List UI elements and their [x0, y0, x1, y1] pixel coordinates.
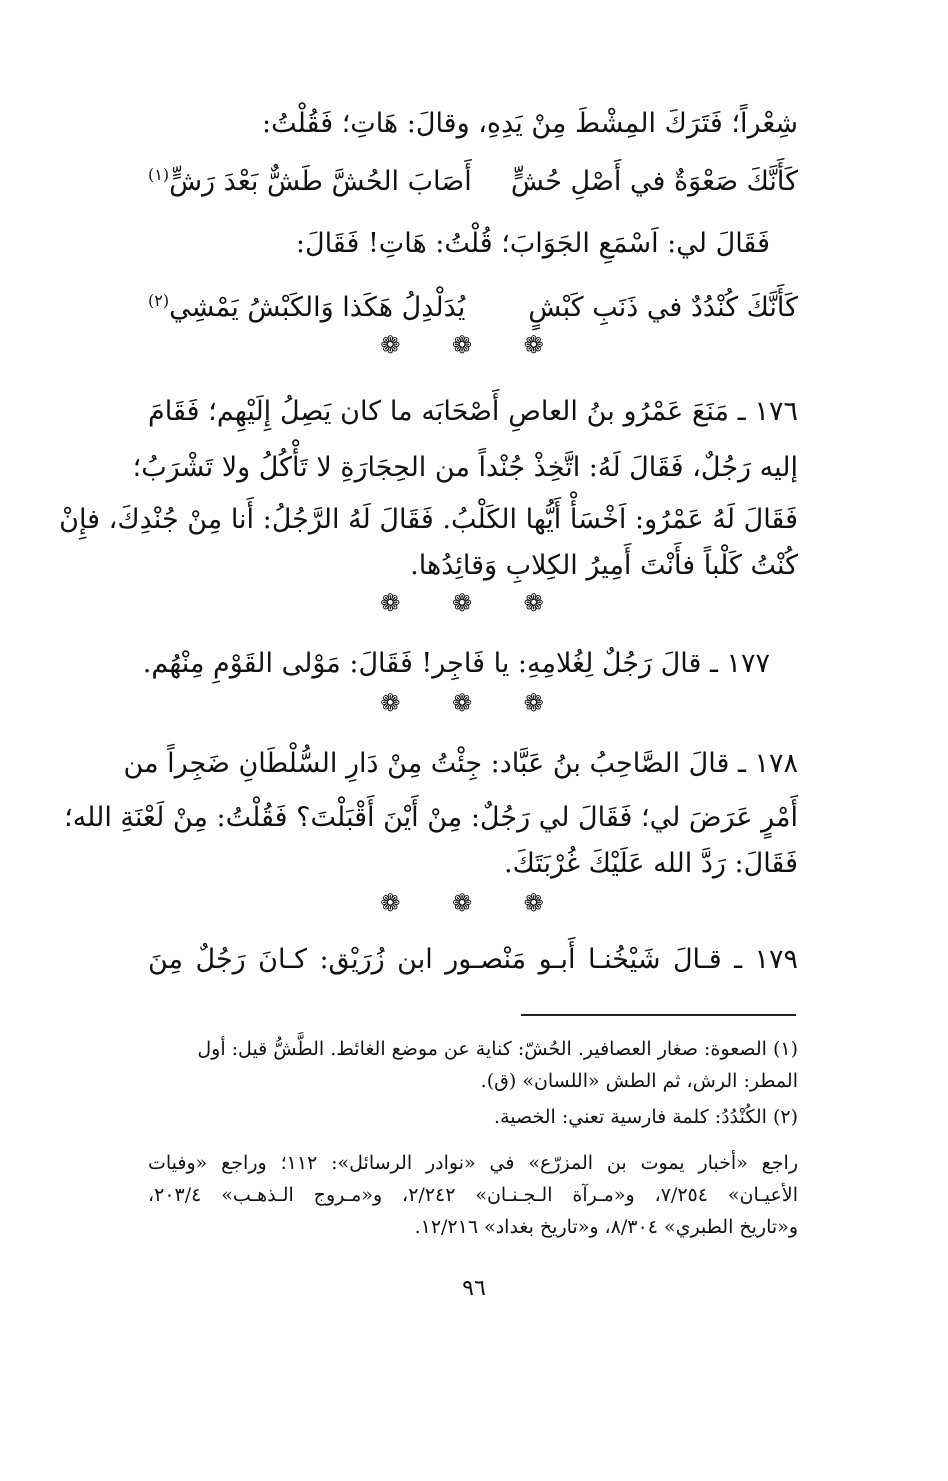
footnote-2-line-1: (٢) الكُنْدُدُ: كلمة فارسية تعني: الخصية.: [494, 1106, 798, 1128]
entry-176-line-2: إليه رَجُلٌ، فَقَالَ لَهُ: اتَّخِذْ جُنْداً من الحِجَارَةِ لا تَأْكُلُ ولا تَشْرَبُ؛: [132, 452, 798, 483]
footnote-1-line-2: المطر: الرش، ثم الطش «اللسان» (ق).: [480, 1070, 798, 1092]
verse-1-second-hemistich: [148, 160, 472, 204]
separator-ornament: ❁ ❁ ❁: [380, 889, 566, 917]
opening-line: شِعْراً؛ فَتَرَكَ المِشْطَ مِنْ يَدِهِ، وقالَ: هَاتِ؛ فَقُلْتُ:: [262, 108, 798, 139]
verse-2-footnote-ref: (٢): [148, 291, 170, 310]
entry-178-line-2: أَمْرٍ عَرَضَ لي؛ فَقَالَ لي رَجُلٌ: مِنْ أَيْنَ أَقْبَلْتَ؟ فَقُلْتُ: مِنْ لَعْنَةِ الله؛: [64, 802, 798, 833]
references-line-1: راجع «أخبار يموت بن المزرّع» في «نوادر الرسائل»: ١١٢؛ وراجع «وفيات: [148, 1152, 798, 1174]
page-number: ٩٦: [462, 1276, 486, 1301]
entry-177-line-1: ١٧٧ ـ قالَ رَجُلٌ لِغُلامِهِ: يا فَاجِر! فَقَالَ: مَوْلى القَوْمِ مِنْهُم.: [142, 648, 770, 679]
entry-176-line-3: فَقَالَ لَهُ عَمْرُو: اَخْسَأْ أَيُّها الكَلْبُ. فَقَالَ لَهُ الرَّجُلُ: أَنا مِنْ جُنْدِكَ، فإِنْ: [59, 504, 798, 535]
middle-line: فَقَالَ لي: اَسْمَعِ الجَوَابَ؛ قُلْتُ: هَاتِ! فَقَالَ:: [295, 228, 770, 259]
footnote-1-line-1: (١) الصعوة: صغار العصافير. الحُشّ: كناية عن موضع الغائط. الطَّشُّ قيل: أول: [197, 1038, 798, 1060]
entry-176-line-1: ١٧٦ ـ مَنَعَ عَمْرُو بنُ العاصِ أَصْحَابَه ما كان يَصِلُ إِلَيْهِم؛ فَقَامَ: [148, 396, 798, 427]
verse-2-second-hemistich: [148, 286, 465, 330]
verse-2: [148, 286, 798, 330]
separator-ornament: ❁ ❁ ❁: [380, 589, 566, 617]
verse-1: [148, 160, 798, 204]
entry-176-line-4: كُنْتُ كَلْباً فأَنْتَ أَمِيرُ الكِلابِ وَقائِدُها.: [410, 550, 798, 581]
footnote-divider: [521, 1014, 796, 1016]
references-line-3: و«تاريخ الطبري» ٨/٣٠٤، و«تاريخ بغداد» ١٢/٢١٦.: [414, 1216, 798, 1238]
references-line-2: الأعيـان» ٧/٢٥٤، و«مـرآة الـجـنـان» ٢/٢٤٢، و«مـروج الـذهـب» ٢٠٣/٤،: [148, 1184, 798, 1206]
entry-178-line-3: فَقَالَ: رَدَّ الله عَلَيْكَ غُرْبَتَكَ.: [503, 848, 798, 879]
entry-178-line-1: ١٧٨ ـ قالَ الصَّاحِبُ بنُ عَبَّاد: جِئْتُ مِنْ دَارِ السُّلْطَانِ ضَجِراً من: [123, 748, 798, 779]
separator-ornament: ❁ ❁ ❁: [380, 331, 566, 359]
verse-2-second-hemistich-text: يُدَلْدِلُ هَكَذا وَالكَبْشُ يَمْشِي: [169, 292, 466, 323]
entry-179-line-1: ١٧٩ ـ قـالَ شَيْخُنـا أَبـو مَنْصـور ابن زُرَيْق: كـانَ رَجُلٌ مِنَ: [148, 944, 798, 975]
verse-1-first-hemistich: كَأَنَّكَ صَعْوَةٌ في أَصْلِ حُشٍّ: [510, 166, 798, 197]
verse-1-second-hemistich-text: أَصَابَ الحُشَّ طَشٌّ بَعْدَ رَشٍّ: [169, 166, 472, 197]
verse-2-first-hemistich: كَأَنَّكَ كُنْدُدٌ في ذَنَبِ كَبْشٍ: [528, 292, 798, 323]
verse-1-footnote-ref: (١): [148, 165, 170, 184]
separator-ornament: ❁ ❁ ❁: [380, 689, 566, 717]
